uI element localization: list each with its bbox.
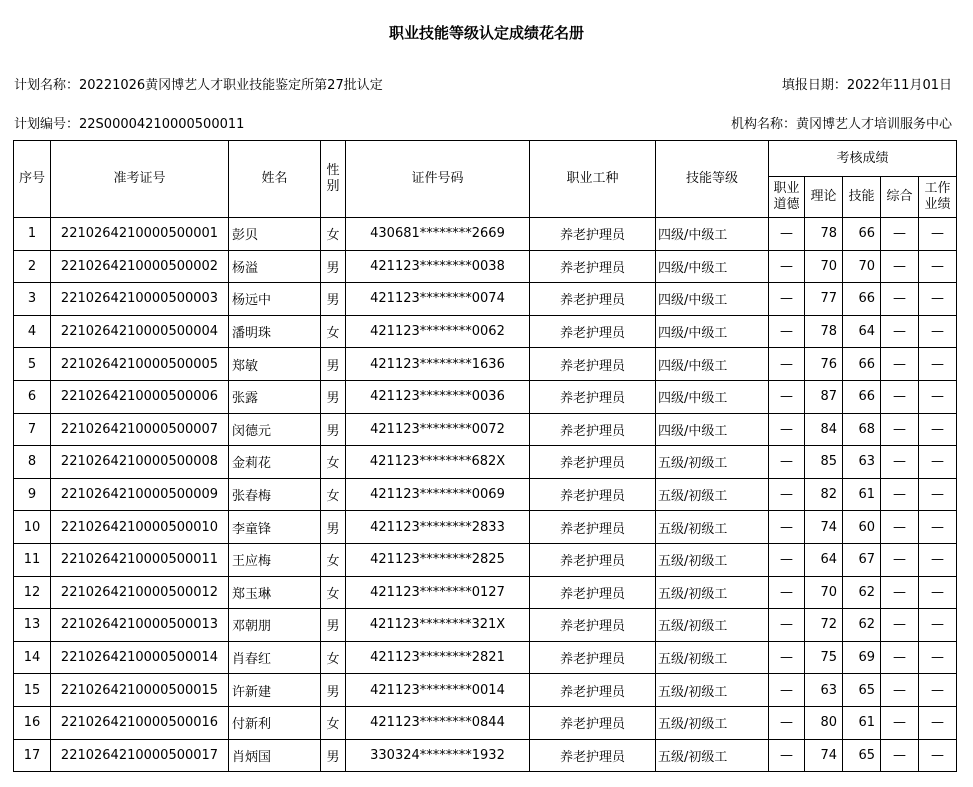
cell-theory: 78 — [805, 218, 843, 251]
cell-seq: 7 — [14, 413, 51, 446]
table-row — [14, 609, 957, 642]
cell-exam-no: 2210264210000500014 — [51, 641, 229, 674]
cell-name: 许新建 — [229, 674, 321, 707]
header-seq: 序号 — [14, 141, 51, 218]
cell-gender: 男 — [321, 511, 346, 544]
cell-ethics: — — [769, 641, 805, 674]
cell-theory: 70 — [805, 576, 843, 609]
cell-id-no: 330324********1932 — [346, 739, 530, 772]
cell-exam-no: 2210264210000500001 — [51, 218, 229, 251]
cell-name: 金莉花 — [229, 446, 321, 479]
cell-id-no: 421123********1636 — [346, 348, 530, 381]
cell-composite: — — [881, 413, 919, 446]
cell-level: 五级/初级工 — [656, 674, 769, 707]
cell-seq: 4 — [14, 315, 51, 348]
cell-seq: 1 — [14, 218, 51, 251]
cell-job: 养老护理员 — [530, 674, 656, 707]
cell-id-no: 421123********0062 — [346, 315, 530, 348]
cell-skill: 66 — [843, 380, 881, 413]
plan-no-value: 22S00004210000500011 — [79, 117, 245, 132]
cell-job: 养老护理员 — [530, 218, 656, 251]
cell-ethics: — — [769, 348, 805, 381]
cell-work: — — [919, 380, 957, 413]
cell-composite: — — [881, 283, 919, 316]
plan-name-value: 20221026黄冈博艺人才职业技能鉴定所第27批认定 — [79, 78, 383, 93]
cell-exam-no: 2210264210000500013 — [51, 609, 229, 642]
fill-date-line — [782, 74, 952, 93]
cell-name: 邓朝朋 — [229, 609, 321, 642]
cell-id-no: 421123********0844 — [346, 706, 530, 739]
cell-work: — — [919, 576, 957, 609]
cell-composite: — — [881, 315, 919, 348]
header-name: 姓名 — [229, 141, 321, 218]
cell-skill: 64 — [843, 315, 881, 348]
cell-id-no: 421123********0036 — [346, 380, 530, 413]
cell-name: 肖春红 — [229, 641, 321, 674]
cell-work: — — [919, 315, 957, 348]
cell-skill: 65 — [843, 739, 881, 772]
cell-ethics: — — [769, 609, 805, 642]
table-row — [14, 739, 957, 772]
cell-ethics: — — [769, 674, 805, 707]
cell-seq: 14 — [14, 641, 51, 674]
cell-gender: 男 — [321, 380, 346, 413]
cell-work: — — [919, 511, 957, 544]
cell-composite: — — [881, 380, 919, 413]
table-row — [14, 283, 957, 316]
cell-theory: 70 — [805, 250, 843, 283]
table-row — [14, 446, 957, 479]
cell-work: — — [919, 283, 957, 316]
cell-theory: 72 — [805, 609, 843, 642]
cell-exam-no: 2210264210000500012 — [51, 576, 229, 609]
cell-level: 五级/初级工 — [656, 576, 769, 609]
table-row — [14, 641, 957, 674]
cell-name: 张春梅 — [229, 478, 321, 511]
cell-skill: 69 — [843, 641, 881, 674]
cell-skill: 66 — [843, 348, 881, 381]
header-composite: 综合 — [881, 177, 919, 218]
cell-theory: 87 — [805, 380, 843, 413]
cell-level: 四级/中级工 — [656, 348, 769, 381]
cell-exam-no: 2210264210000500006 — [51, 380, 229, 413]
cell-skill: 66 — [843, 218, 881, 251]
cell-job: 养老护理员 — [530, 315, 656, 348]
cell-level: 五级/初级工 — [656, 446, 769, 479]
cell-name: 王应梅 — [229, 543, 321, 576]
cell-id-no: 421123********321X — [346, 609, 530, 642]
cell-composite: — — [881, 446, 919, 479]
cell-exam-no: 2210264210000500009 — [51, 478, 229, 511]
cell-skill: 66 — [843, 283, 881, 316]
cell-theory: 78 — [805, 315, 843, 348]
cell-seq: 16 — [14, 706, 51, 739]
cell-exam-no: 2210264210000500008 — [51, 446, 229, 479]
cell-seq: 11 — [14, 543, 51, 576]
cell-job: 养老护理员 — [530, 446, 656, 479]
cell-skill: 63 — [843, 446, 881, 479]
cell-theory: 82 — [805, 478, 843, 511]
cell-gender: 男 — [321, 609, 346, 642]
org-value: 黄冈博艺人才培训服务中心 — [795, 117, 952, 132]
cell-ethics: — — [769, 478, 805, 511]
cell-job: 养老护理员 — [530, 348, 656, 381]
cell-seq: 9 — [14, 478, 51, 511]
cell-name: 肖炳国 — [229, 739, 321, 772]
cell-work: — — [919, 478, 957, 511]
cell-id-no: 421123********0014 — [346, 674, 530, 707]
cell-level: 四级/中级工 — [656, 283, 769, 316]
cell-name: 张露 — [229, 380, 321, 413]
cell-seq: 10 — [14, 511, 51, 544]
cell-ethics: — — [769, 413, 805, 446]
cell-level: 五级/初级工 — [656, 706, 769, 739]
cell-seq: 3 — [14, 283, 51, 316]
cell-exam-no: 2210264210000500007 — [51, 413, 229, 446]
cell-theory: 85 — [805, 446, 843, 479]
header-job: 职业工种 — [530, 141, 656, 218]
cell-gender: 女 — [321, 576, 346, 609]
cell-gender: 女 — [321, 543, 346, 576]
cell-level: 五级/初级工 — [656, 511, 769, 544]
cell-id-no: 421123********0074 — [346, 283, 530, 316]
cell-exam-no: 2210264210000500011 — [51, 543, 229, 576]
cell-seq: 13 — [14, 609, 51, 642]
cell-composite: — — [881, 609, 919, 642]
org-line — [731, 113, 952, 132]
cell-level: 五级/初级工 — [656, 478, 769, 511]
table-row — [14, 413, 957, 446]
cell-theory: 77 — [805, 283, 843, 316]
cell-ethics: — — [769, 315, 805, 348]
table-row — [14, 250, 957, 283]
cell-composite: — — [881, 674, 919, 707]
header-scores: 考核成绩 — [769, 141, 957, 177]
cell-theory: 75 — [805, 641, 843, 674]
cell-skill: 61 — [843, 706, 881, 739]
cell-ethics: — — [769, 380, 805, 413]
header-gender: 性别 — [321, 141, 346, 218]
cell-exam-no: 2210264210000500015 — [51, 674, 229, 707]
cell-theory: 76 — [805, 348, 843, 381]
cell-id-no: 421123********2833 — [346, 511, 530, 544]
cell-ethics: — — [769, 446, 805, 479]
cell-level: 五级/初级工 — [656, 641, 769, 674]
cell-composite: — — [881, 576, 919, 609]
cell-ethics: — — [769, 511, 805, 544]
cell-skill: 70 — [843, 250, 881, 283]
cell-id-no: 421123********2825 — [346, 543, 530, 576]
cell-composite: — — [881, 543, 919, 576]
cell-composite: — — [881, 706, 919, 739]
cell-work: — — [919, 739, 957, 772]
cell-skill: 60 — [843, 511, 881, 544]
cell-work: — — [919, 446, 957, 479]
cell-job: 养老护理员 — [530, 478, 656, 511]
cell-level: 五级/初级工 — [656, 739, 769, 772]
cell-gender: 男 — [321, 250, 346, 283]
plan-no-line — [14, 113, 244, 132]
cell-exam-no: 2210264210000500004 — [51, 315, 229, 348]
header-work: 工作业绩 — [919, 177, 957, 218]
cell-composite: — — [881, 218, 919, 251]
cell-gender: 女 — [321, 315, 346, 348]
table-row — [14, 511, 957, 544]
cell-skill: 68 — [843, 413, 881, 446]
cell-work: — — [919, 706, 957, 739]
cell-name: 李童锋 — [229, 511, 321, 544]
table-row — [14, 576, 957, 609]
fill-date-label: 填报日期： — [781, 78, 847, 93]
cell-skill: 62 — [843, 576, 881, 609]
cell-work: — — [919, 413, 957, 446]
cell-work: — — [919, 609, 957, 642]
table-row — [14, 315, 957, 348]
cell-id-no: 421123********0127 — [346, 576, 530, 609]
cell-gender: 女 — [321, 706, 346, 739]
cell-exam-no: 2210264210000500017 — [51, 739, 229, 772]
cell-exam-no: 2210264210000500005 — [51, 348, 229, 381]
table-row — [14, 478, 957, 511]
cell-job: 养老护理员 — [530, 641, 656, 674]
cell-exam-no: 2210264210000500003 — [51, 283, 229, 316]
cell-level: 五级/初级工 — [656, 609, 769, 642]
cell-level: 四级/中级工 — [656, 250, 769, 283]
cell-id-no: 421123********0072 — [346, 413, 530, 446]
cell-job: 养老护理员 — [530, 739, 656, 772]
cell-ethics: — — [769, 283, 805, 316]
cell-id-no: 421123********0069 — [346, 478, 530, 511]
cell-gender: 女 — [321, 446, 346, 479]
cell-composite: — — [881, 478, 919, 511]
cell-skill: 62 — [843, 609, 881, 642]
score-roster-table — [13, 140, 957, 772]
cell-skill: 67 — [843, 543, 881, 576]
cell-gender: 男 — [321, 739, 346, 772]
cell-job: 养老护理员 — [530, 706, 656, 739]
cell-name: 郑玉琳 — [229, 576, 321, 609]
cell-gender: 男 — [321, 283, 346, 316]
header-theory: 理论 — [805, 177, 843, 218]
cell-composite: — — [881, 348, 919, 381]
cell-skill: 65 — [843, 674, 881, 707]
cell-name: 郑敏 — [229, 348, 321, 381]
cell-work: — — [919, 641, 957, 674]
cell-id-no: 421123********2821 — [346, 641, 530, 674]
header-level: 技能等级 — [656, 141, 769, 218]
cell-work: — — [919, 674, 957, 707]
cell-job: 养老护理员 — [530, 543, 656, 576]
cell-composite: — — [881, 641, 919, 674]
cell-ethics: — — [769, 739, 805, 772]
cell-name: 潘明珠 — [229, 315, 321, 348]
header-skill: 技能 — [843, 177, 881, 218]
cell-job: 养老护理员 — [530, 413, 656, 446]
cell-composite: — — [881, 250, 919, 283]
cell-name: 付新利 — [229, 706, 321, 739]
cell-job: 养老护理员 — [530, 250, 656, 283]
table-row — [14, 543, 957, 576]
cell-level: 四级/中级工 — [656, 413, 769, 446]
header-exam-no: 准考证号 — [51, 141, 229, 218]
cell-job: 养老护理员 — [530, 283, 656, 316]
cell-name: 彭贝 — [229, 218, 321, 251]
plan-name-line — [14, 74, 383, 93]
cell-ethics: — — [769, 543, 805, 576]
cell-work: — — [919, 543, 957, 576]
cell-level: 四级/中级工 — [656, 218, 769, 251]
cell-exam-no: 2210264210000500002 — [51, 250, 229, 283]
cell-gender: 女 — [321, 478, 346, 511]
cell-theory: 84 — [805, 413, 843, 446]
cell-id-no: 421123********0038 — [346, 250, 530, 283]
header-ethics: 职业道德 — [769, 177, 805, 218]
cell-level: 四级/中级工 — [656, 380, 769, 413]
cell-theory: 64 — [805, 543, 843, 576]
cell-job: 养老护理员 — [530, 609, 656, 642]
cell-seq: 6 — [14, 380, 51, 413]
table-row — [14, 348, 957, 381]
cell-ethics: — — [769, 250, 805, 283]
cell-skill: 61 — [843, 478, 881, 511]
cell-seq: 12 — [14, 576, 51, 609]
cell-id-no: 421123********682X — [346, 446, 530, 479]
table-row — [14, 380, 957, 413]
cell-gender: 男 — [321, 413, 346, 446]
cell-level: 四级/中级工 — [656, 315, 769, 348]
cell-seq: 17 — [14, 739, 51, 772]
cell-job: 养老护理员 — [530, 511, 656, 544]
cell-ethics: — — [769, 576, 805, 609]
cell-seq: 2 — [14, 250, 51, 283]
cell-job: 养老护理员 — [530, 576, 656, 609]
cell-ethics: — — [769, 218, 805, 251]
cell-work: — — [919, 218, 957, 251]
cell-name: 杨溢 — [229, 250, 321, 283]
table-row — [14, 706, 957, 739]
cell-seq: 5 — [14, 348, 51, 381]
table-row — [14, 218, 957, 251]
cell-work: — — [919, 250, 957, 283]
plan-name-label: 计划名称： — [14, 78, 80, 93]
cell-gender: 女 — [321, 218, 346, 251]
cell-composite: — — [881, 739, 919, 772]
cell-name: 闵德元 — [229, 413, 321, 446]
cell-gender: 男 — [321, 348, 346, 381]
fill-date-value: 2022年11月01日 — [846, 78, 952, 93]
cell-work: — — [919, 348, 957, 381]
cell-level: 五级/初级工 — [656, 543, 769, 576]
cell-ethics: — — [769, 706, 805, 739]
cell-job: 养老护理员 — [530, 380, 656, 413]
cell-theory: 80 — [805, 706, 843, 739]
cell-gender: 男 — [321, 674, 346, 707]
table-row — [14, 674, 957, 707]
header-id-no: 证件号码 — [346, 141, 530, 218]
document-title: 职业技能等级认定成绩花名册 — [388, 24, 584, 42]
cell-theory: 63 — [805, 674, 843, 707]
cell-exam-no: 2210264210000500016 — [51, 706, 229, 739]
cell-gender: 女 — [321, 641, 346, 674]
cell-composite: — — [881, 511, 919, 544]
cell-seq: 8 — [14, 446, 51, 479]
cell-name: 杨远中 — [229, 283, 321, 316]
cell-theory: 74 — [805, 739, 843, 772]
cell-exam-no: 2210264210000500010 — [51, 511, 229, 544]
cell-theory: 74 — [805, 511, 843, 544]
cell-seq: 15 — [14, 674, 51, 707]
plan-no-label: 计划编号： — [14, 117, 80, 132]
table-body — [14, 218, 957, 772]
org-label: 机构名称： — [730, 117, 796, 132]
cell-id-no: 430681********2669 — [346, 218, 530, 251]
